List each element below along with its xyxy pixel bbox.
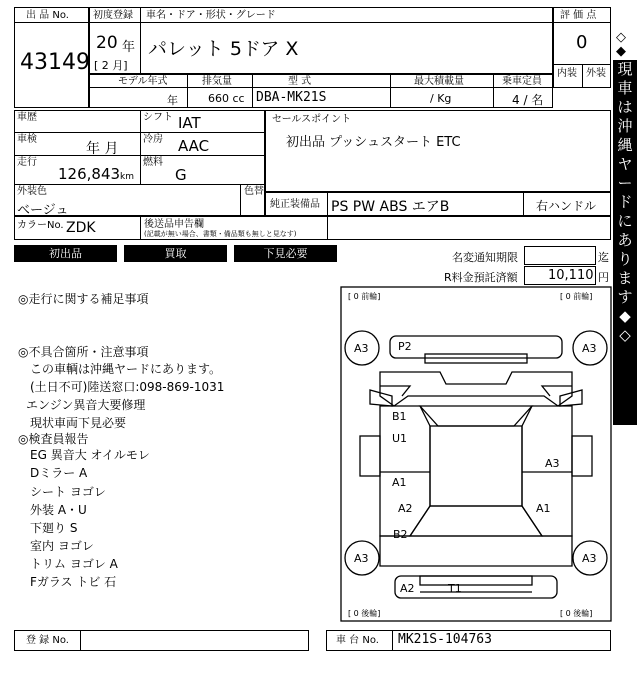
banner-char: 車: [617, 79, 633, 97]
model-year-unit: 年: [167, 94, 178, 107]
fuel-value: G: [175, 166, 187, 184]
exterior-color-label: 外装色: [17, 186, 47, 197]
mileage-label: 走行: [17, 157, 37, 168]
ac-value: AAC: [178, 137, 210, 155]
banner-char: は: [617, 98, 633, 116]
banner-char: ◆: [619, 307, 631, 325]
car-name-label: 車名・ドア・形状・グレード: [146, 10, 276, 21]
roof: [430, 426, 522, 506]
chassis-no-value: MK21S-104763: [398, 632, 492, 647]
sales-point-value: 初出品 プッシュスタート ETC: [286, 135, 461, 150]
diagram-tag: [ 0 前輪]: [348, 292, 381, 301]
displacement-value: 660 cc: [208, 92, 245, 105]
rear-bumper: [395, 576, 557, 598]
defect-line: エンジン異音大要修理: [26, 398, 146, 412]
banner-char: ヤ: [617, 155, 633, 173]
banner-top-diamond: ◆: [616, 44, 626, 59]
recycle-unit: 円: [598, 271, 609, 284]
shift-label: シフト: [143, 112, 173, 123]
type-value: DBA-MK21S: [256, 90, 327, 105]
damage-mark: A3: [354, 552, 369, 565]
rear-window: [410, 506, 542, 536]
badge-first-listing: 初出品: [14, 245, 117, 262]
damage-mark: B1: [392, 410, 407, 423]
car-name-value: パレット 5ドア X: [148, 38, 299, 60]
interior-label: 内装: [557, 68, 577, 79]
windshield: [420, 406, 532, 426]
mirror-left: [370, 390, 392, 406]
registration-no-label: 登 録 No.: [26, 635, 69, 646]
later-parts-note: (記載が無い場合、書類・備品類も無しと見なす): [144, 230, 297, 238]
damage-mark: A3: [545, 457, 560, 470]
damage-mark: P2: [398, 340, 412, 353]
banner-char: ー: [617, 174, 633, 192]
exterior-label: 外装: [586, 68, 606, 79]
banner-char: ◇: [619, 326, 631, 344]
mirror-right: [560, 390, 582, 406]
max-load-value: / Kg: [430, 92, 452, 105]
damage-mark: A3: [582, 342, 597, 355]
capacity-label: 乗車定員: [502, 76, 542, 87]
later-parts-label: 後送品申告欄: [144, 219, 204, 230]
banner-char: り: [617, 250, 633, 268]
defect-line: この車輌は沖縄ヤードにあります。: [30, 362, 222, 376]
damage-mark: U1: [392, 432, 408, 445]
first-registration-year: 20: [96, 33, 118, 53]
inspector-line: Fガラス トビ 石: [30, 575, 117, 589]
fuel-label: 燃料: [143, 157, 163, 168]
damage-mark: A1: [536, 502, 551, 515]
banner-char: 沖: [617, 117, 633, 135]
damage-mark: T1: [448, 582, 462, 595]
banner-char: す: [617, 288, 633, 306]
lot-label: 出 品 No.: [26, 10, 69, 21]
equipment-label: 純正装備品: [270, 199, 320, 210]
mileage-unit: km: [120, 172, 134, 182]
year-unit: 年: [122, 40, 136, 55]
color-change-label: 色替: [244, 186, 264, 197]
car-damage-diagram: [340, 286, 612, 622]
type-label: 型 式: [288, 76, 312, 87]
damage-mark: A2: [400, 582, 415, 595]
displacement-label: 排気量: [202, 76, 232, 87]
inspector-line: トリム ヨゴレ A: [30, 557, 118, 571]
inspector-line: Dミラー A: [30, 466, 88, 480]
inspector-line: 下廻り S: [30, 521, 78, 535]
first-registration-month: [ 2 月]: [94, 59, 128, 72]
color-no-row: [14, 216, 611, 240]
inspector-line: シート ヨゴレ: [30, 485, 106, 499]
damage-mark: B2: [393, 528, 408, 541]
banner-char: 現: [617, 60, 633, 78]
shift-value: IAT: [178, 114, 201, 132]
damage-mark: A2: [398, 502, 413, 515]
inspector-line: EG 異音大 オイルモレ: [30, 448, 150, 462]
score-label: 評 価 点: [560, 10, 597, 21]
lot-number: 43149: [20, 50, 90, 75]
okinawa-yard-banner: [613, 60, 637, 425]
banner-char: に: [617, 212, 633, 230]
banner-char: 縄: [617, 136, 633, 154]
defect-line: (土日不可)陸送窓口:098-869-1031: [30, 380, 225, 394]
recycle-value: 10,110: [548, 268, 594, 283]
name-change-value: [524, 246, 596, 265]
steering-value: 右ハンドル: [536, 199, 597, 213]
damage-mark: A1: [392, 476, 407, 489]
ac-label: 冷房: [143, 134, 163, 145]
color-no-value: ZDK: [66, 220, 96, 236]
inspector-line: 室内 ヨゴレ: [30, 539, 94, 553]
defect-line: 現状車両下見必要: [30, 416, 127, 430]
name-change-label: 名変通知期限: [452, 251, 518, 264]
name-change-unit: 迄: [598, 251, 609, 264]
first-registration-label: 初度登録: [93, 10, 133, 21]
inspection-value: 年 月: [86, 141, 119, 157]
diagram-tag: [ 0 後輪]: [348, 609, 381, 618]
chassis-no-label: 車 台 No.: [336, 635, 379, 646]
model-year-label: モデル年式: [118, 76, 168, 87]
mileage-value: 126,843: [58, 165, 121, 183]
defect-heading: ◎不具合箇所・注意事項: [18, 345, 149, 359]
banner-char: ま: [617, 269, 633, 287]
driving-heading: ◎走行に関する補足事項: [18, 292, 149, 306]
inspection-label: 車検: [17, 134, 37, 145]
sales-point-label: セールスポイント: [272, 114, 352, 125]
badge-purchase: 買取: [124, 245, 227, 262]
equipment-value: PS PW ABS エアB: [331, 199, 450, 215]
diagram-tag: [ 0 後輪]: [560, 609, 593, 618]
banner-top-diamond: ◇: [616, 30, 626, 45]
capacity-value: 4 / 名: [512, 93, 544, 107]
banner-char: ド: [617, 193, 633, 211]
history-label: 車歴: [17, 112, 37, 123]
inspector-heading: ◎検査員報告: [18, 432, 89, 446]
inspector-line: 外装 A・U: [30, 503, 87, 517]
banner-char: あ: [617, 231, 633, 249]
color-no-label: カラーNo.: [17, 220, 64, 231]
diagram-tag: [ 0 前輪]: [560, 292, 593, 301]
damage-mark: A3: [582, 552, 597, 565]
recycle-label: R料金預託済額: [444, 271, 518, 284]
damage-mark: A3: [354, 342, 369, 355]
max-load-label: 最大積載量: [414, 76, 464, 87]
exterior-color-value: ベージュ: [17, 203, 69, 218]
badge-preview-required: 下見必要: [234, 245, 337, 262]
front-bumper: [390, 336, 562, 358]
score-value: 0: [576, 32, 588, 53]
